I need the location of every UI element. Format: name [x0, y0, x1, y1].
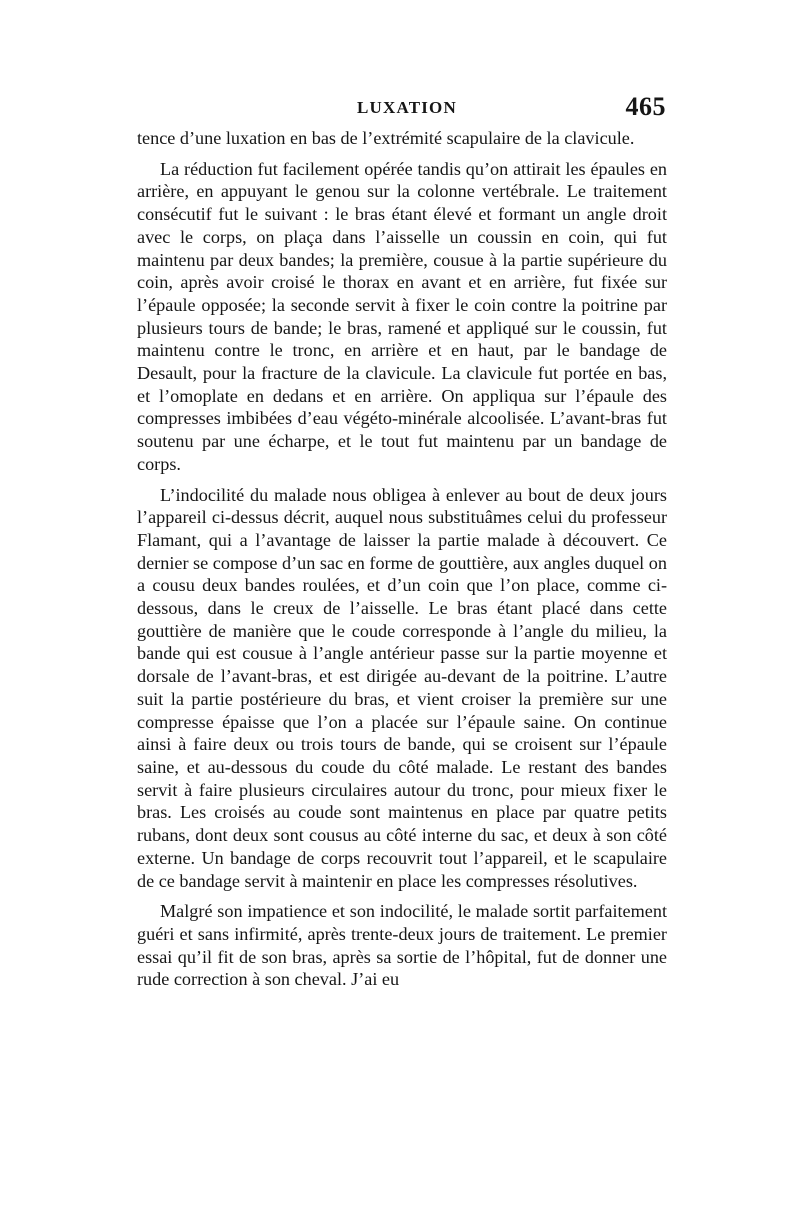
paragraph-continued: tence d’une luxation en bas de l’extrémité scapulaire de la clavicule.: [137, 128, 635, 148]
running-head: [136, 92, 666, 124]
running-title: LUXATION: [357, 98, 457, 117]
paragraph-indocility: L’indocilité du malade nous obligea à enlever au bout de deux jours l’appareil ci-dessus décrit, auquel nous substituâmes celui du professeur Flamant, qui a l’avantage de laisser la partie malade à découvert. Ce dernier se compose d’un sac en forme de gouttière, aux angles duquel on a cousu deux bandes roulées, et d’un coin que l’on place, comme ci-dessous, dans le creux de l’aisselle. Le bras étant placé dans cette gouttière de manière que le coude corresponde à l’angle du milieu, la bande qui est cousue à l’angle antérieur passe sur la partie moyenne et dorsale de l’avant-bras, et est dirigée au-devant de la poitrine. L’autre suit la partie postérieure du bras, et vient croiser la première sur une compresse épaisse que l’on a placée sur l’épaule saine. On continue ainsi à faire deux ou trois tours de bande, qui se croisent sur l’épaule saine, et au-dessous du coude du côté malade. Le restant des bandes servit à faire plusieurs circulaires autour du tronc, pour mieux fixer le bras. Les croisés au coude sont maintenus en place par quatre petits rubans, dont deux sont cousus au côté interne du sac, et deux à son côté externe. Un bandage de corps recouvrit tout l’appareil, et le scapulaire de ce bandage servit à maintenir en place les compresses résolutives.: [137, 484, 667, 891]
paragraph-reduction: La réduction fut facilement opérée tandis qu’on attirait les épaules en arrière, en appuyant le genou sur la colonne vertébrale. Le traitement consécutif fut le suivant : le bras étant élevé et formant un angle droit avec le corps, on plaça dans l’aisselle un coussin en coin, qui fut maintenu par deux bandes; la première, cousue à la partie supérieure du coin, après avoir croisé le thorax en avant et en arrière, fut fixée sur l’épaule opposée; la seconde servit à fixer le coin contre la poitrine par plusieurs tours de bande; le bras, ramené et appliqué sur le coussin, fut maintenu contre le tronc, en arrière et en haut, par le bandage de Desault, pour la fracture de la clavicule. La clavicule fut portée en bas, et l’omoplate en dedans et en arrière. On appliqua sur l’épaule des compresses imbibées d’eau végéto-minérale alcoolisée. L’avant-bras fut soutenu par une écharpe, et le tout fut maintenu par un bandage de corps.: [137, 158, 667, 474]
page-number: 465: [625, 92, 666, 121]
body-text: [137, 127, 667, 991]
paragraph-outcome: Malgré son impatience et son indocilité, le malade sortit parfaitement guéri et sans infirmité, après trente-deux jours de traitement. Le premier essai qu’il fit de son bras, après sa sortie de l’hôpital, fut de donner une rude correction à son cheval. J’ai eu: [137, 901, 667, 990]
